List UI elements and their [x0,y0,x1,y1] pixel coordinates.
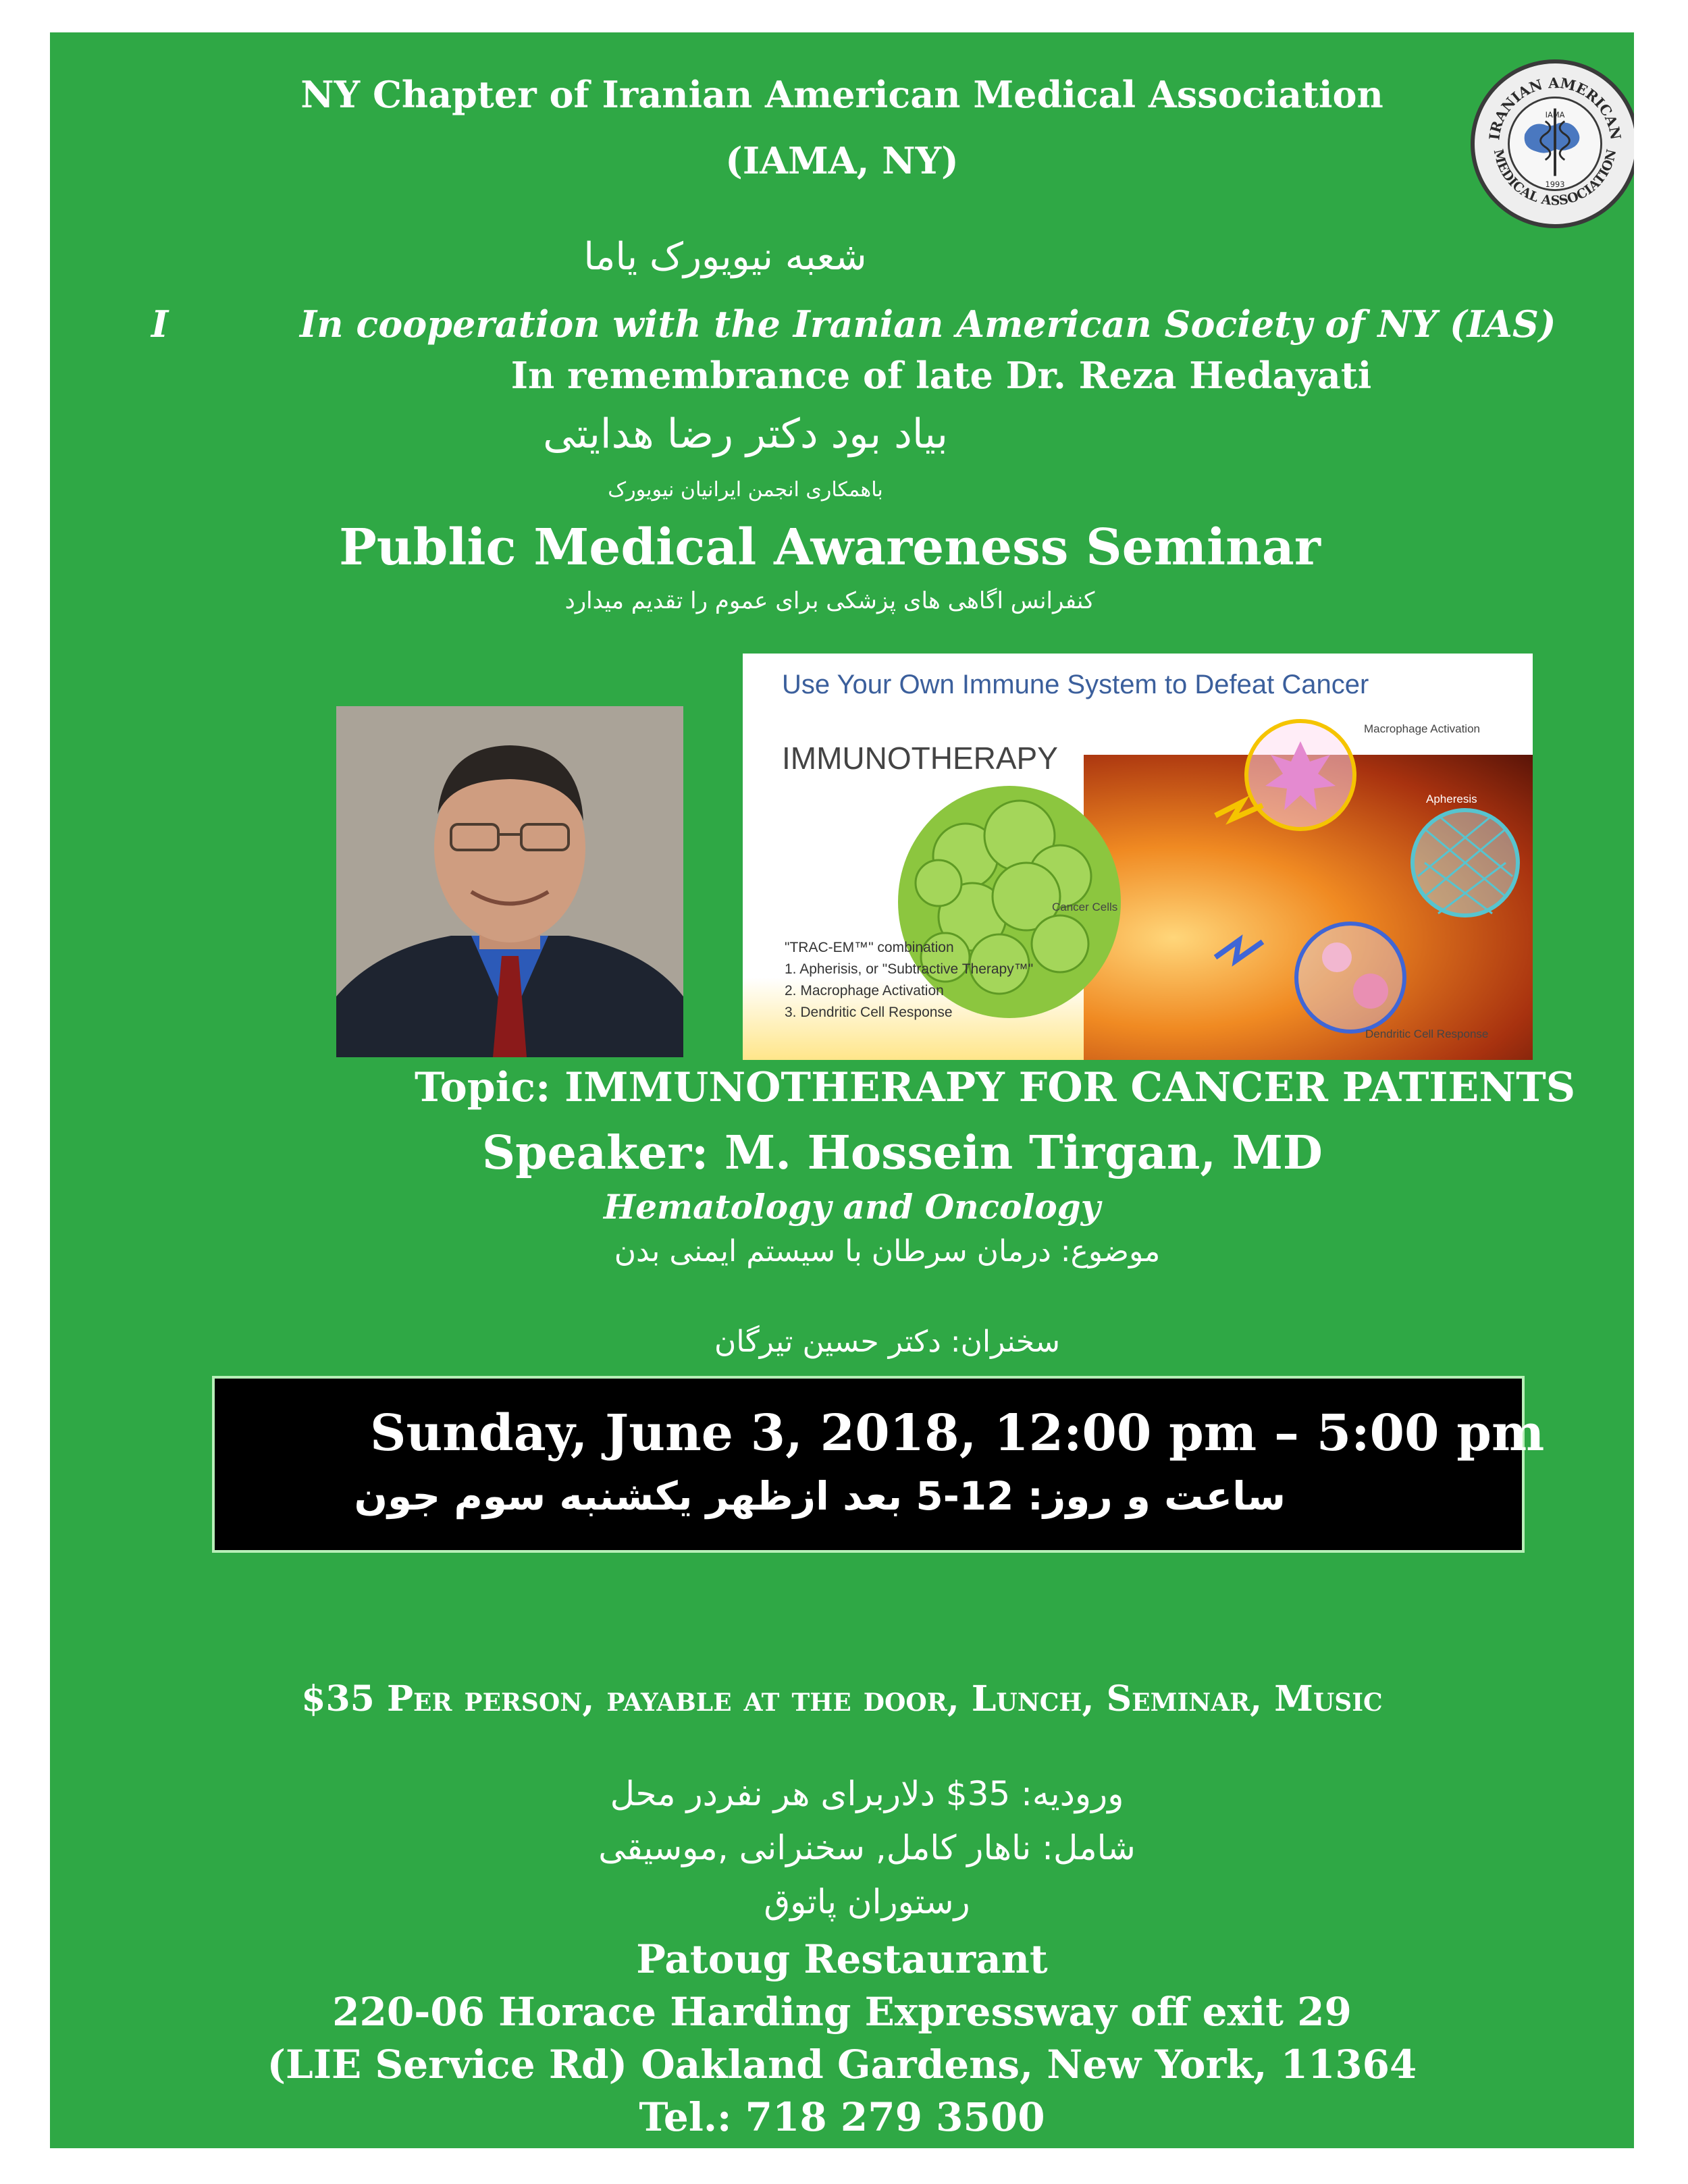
event-date: Sunday, June 3, 2018, 12:00 pm – 5:00 pm [370,1404,1545,1462]
speaker-photo [336,706,683,1057]
banner-title: IMMUNOTHERAPY [782,741,1058,776]
trac-line: "TRAC-EM™" combination [785,940,954,955]
flyer-poster [50,32,1634,2148]
seminar-title-farsi: کنفرانس اگاهی های پزشکی برای عموم را تقدیم میدارد [564,587,1095,614]
trac-em-list [785,937,1033,1023]
remembrance-line: In remembrance of late Dr. Reza Hedayati [510,354,1372,397]
venue-farsi: رستوران پاتوق [764,1882,970,1921]
seminar-title: Public Medical Awareness Seminar [339,518,1321,577]
topic-line: Topic: IMMUNOTHERAPY FOR CANCER PATIENTS [415,1064,1576,1111]
seal-text-bottom: MEDICAL ASSOCIATION [1490,147,1620,209]
event-date-farsi: ساعت و روز: 12-5 بعد ازظهر یکشنبه سوم جون [354,1473,1286,1519]
org-abbreviation: (IAMA, NY) [725,139,959,182]
immunotherapy-banner [743,654,1533,1060]
price-line: $35 Per person, payable at the door, Lunch, Seminar, Music [301,1678,1383,1720]
trac-line: 3. Dendritic Cell Response [785,1005,953,1020]
cooperation-line: In cooperation with the Iranian American Society of NY (IAS) [300,302,1556,346]
cooperation-farsi: باهمکاری انجمن ایرانیان نیویورک [608,478,883,502]
speaker-farsi: سخنران: دکتر حسین تیرگان [714,1325,1060,1359]
date-box [212,1376,1545,1553]
org-title: NY Chapter of Iranian American Medical Association [300,73,1383,116]
price-farsi-1: ورودیه: 35$ دلاربرای هر نفردر محل [610,1774,1124,1813]
venue-address-1: 220-06 Horace Harding Expressway off exit 29 [332,1989,1352,2035]
venue-name: Patoug Restaurant [636,1936,1048,1982]
label-macrophage: Macrophage Activation [1364,722,1480,735]
org-title-farsi: شعبه نیویورک یاما [583,235,867,279]
speaker-line: Speaker: M. Hossein Tirgan, MD [482,1126,1323,1180]
seal-text-top: IRANIAN AMERICAN [1485,74,1625,141]
trac-line: 2. Macrophage Activation [785,983,944,998]
banner-headline: Use Your Own Immune System to Defeat Cancer [782,670,1369,699]
remembrance-farsi: بیاد بود دکتر رضا هدایتی [543,410,948,458]
stray-letter: I [151,302,169,346]
topic-farsi: موضوع: درمان سرطان با سیستم ایمنی بدن [614,1234,1161,1269]
label-dendritic: Dendritic Cell Response [1365,1028,1489,1040]
label-apheresis: Apheresis [1426,793,1477,805]
price-farsi-2: شامل: ناهار کامل, سخنرانی ,موسیقی [598,1828,1136,1867]
venue-phone: Tel.: 718 279 3500 [639,2094,1045,2140]
trac-line: 1. Apherisis, or "Subtractive Therapy™" [785,961,1034,977]
specialty-line: Hematology and Oncology [604,1187,1101,1227]
seal-abbr: IAMA [1545,109,1565,119]
seal-year: 1993 [1545,179,1565,189]
iama-seal-logo [1471,59,1634,228]
label-cancer-cells: Cancer Cells [1052,901,1118,913]
venue-address-2: (LIE Service Rd) Oakland Gardens, New York, 11364 [267,2042,1417,2087]
